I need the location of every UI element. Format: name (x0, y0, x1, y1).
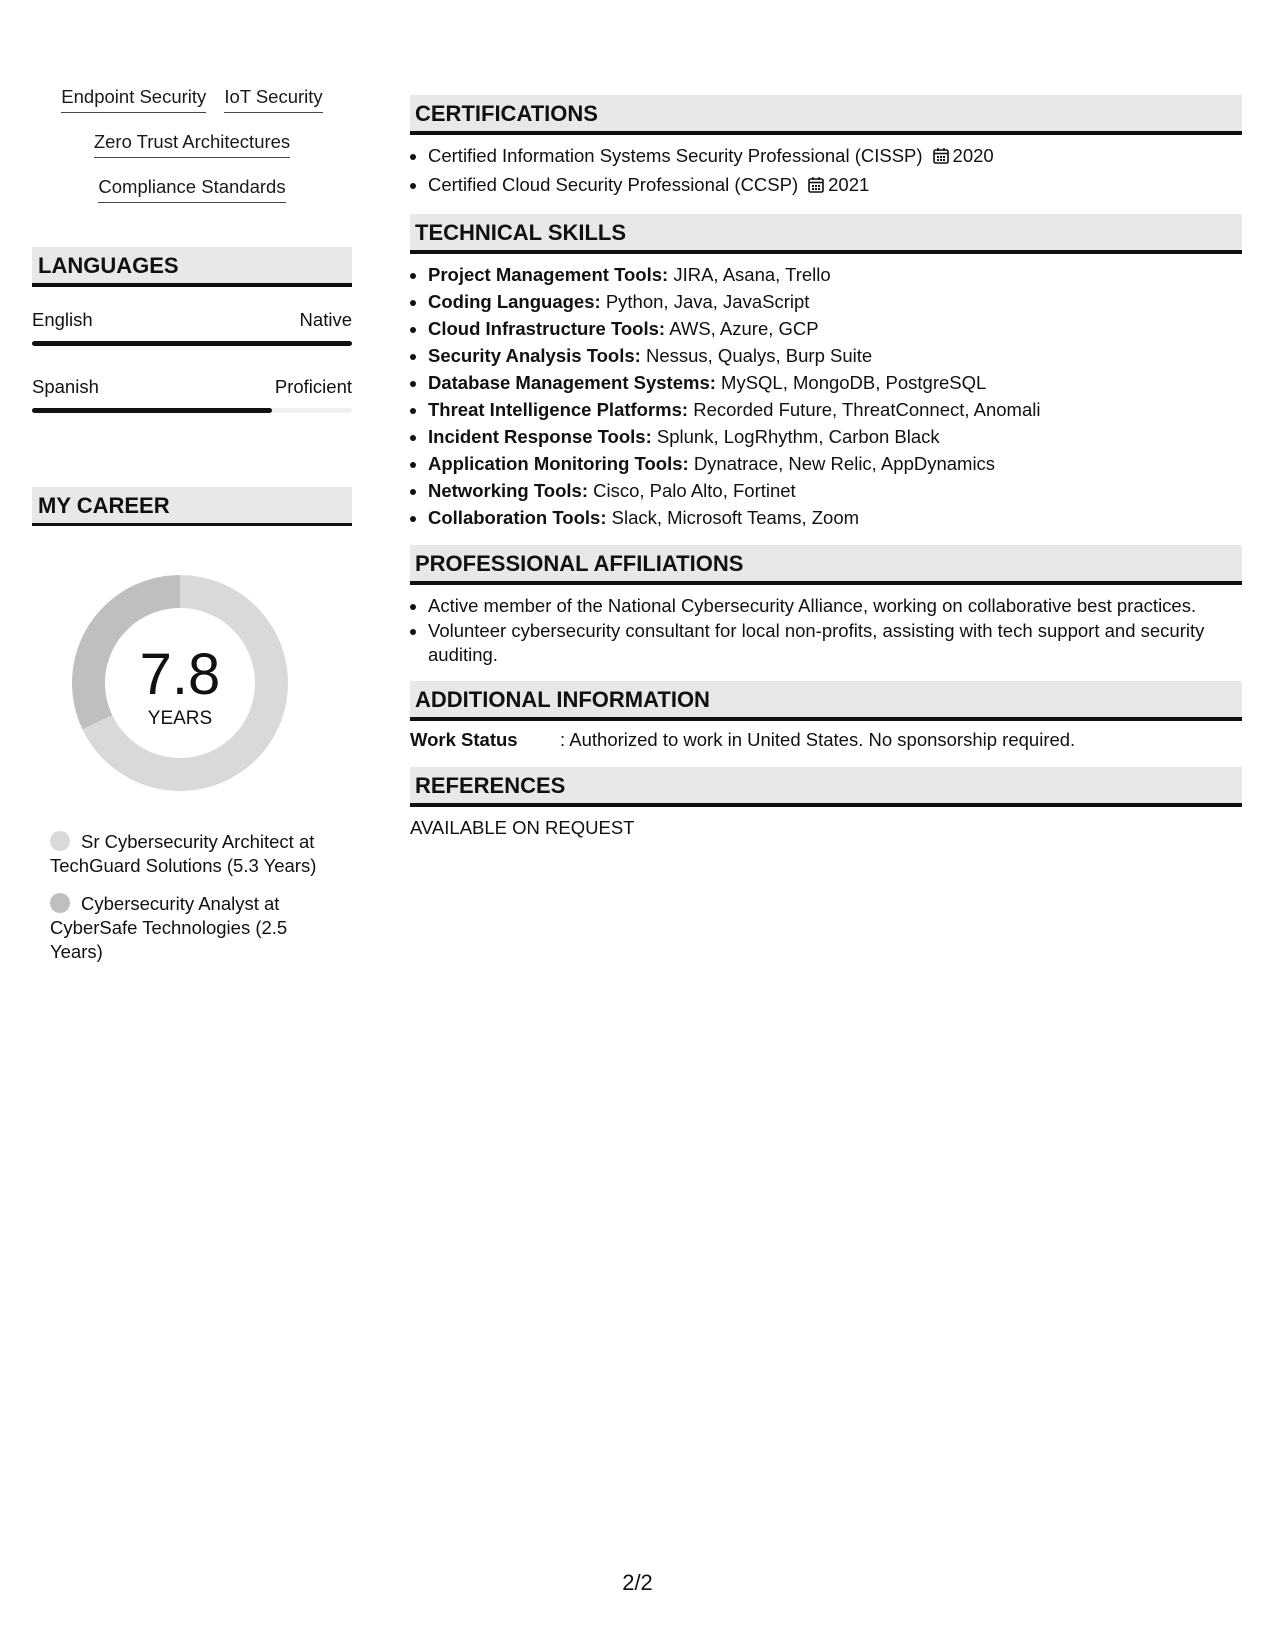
legend-dot-icon (50, 831, 70, 851)
career-heading: MY CAREER (32, 487, 352, 526)
skill-tags-row (32, 131, 352, 158)
career-legend-item (50, 830, 335, 878)
work-status-label: Work Status (410, 729, 518, 750)
legend-dot-icon (50, 893, 70, 913)
skill-category: Networking Tools: (428, 480, 588, 501)
skill-values: MySQL, MongoDB, PostgreSQL (721, 372, 987, 393)
certifications-heading: CERTIFICATIONS (410, 95, 1242, 135)
language-item (32, 376, 352, 413)
skill-values: Nessus, Qualys, Burp Suite (645, 345, 873, 366)
career-legend-label: Cybersecurity Analyst at CyberSafe Technologies (2.5 Years) (50, 893, 288, 962)
career-total-unit: YEARS (147, 708, 213, 729)
left-column (32, 86, 352, 978)
certification-year: 2021 (828, 174, 870, 195)
language-level: Proficient (274, 376, 352, 397)
skill-category: Security Analysis Tools: (428, 345, 641, 366)
skill-values: JIRA, Asana, Trello (673, 264, 831, 285)
list-item (428, 450, 1242, 477)
references-text: AVAILABLE ON REQUEST (410, 817, 635, 838)
career-donut-chart (65, 568, 295, 798)
list-item (428, 142, 1242, 171)
list-item (428, 504, 1242, 531)
references-heading: REFERENCES (410, 767, 1242, 807)
language-level: Native (299, 309, 352, 330)
career-total-value: 7.8 (139, 642, 221, 707)
skill-category: Incident Response Tools: (428, 426, 652, 447)
technical-skills-heading: TECHNICAL SKILLS (410, 214, 1242, 254)
skill-tags-row (32, 176, 352, 203)
skill-category: Cloud Infrastructure Tools: (428, 318, 666, 339)
calendar-icon (808, 173, 824, 200)
skill-values: Dynatrace, New Relic, AppDynamics (693, 453, 996, 474)
skill-tag: Zero Trust Architectures (94, 131, 290, 158)
certifications-list (410, 142, 1242, 200)
skill-category: Project Management Tools: (428, 264, 669, 285)
skill-tag: Compliance Standards (98, 176, 285, 203)
certification-name: Certified Information Systems Security Professional (CISSP) (428, 145, 923, 166)
list-item (428, 396, 1242, 423)
list-item (428, 342, 1242, 369)
language-name: Spanish (32, 376, 99, 397)
skill-category: Application Monitoring Tools: (428, 453, 689, 474)
affiliations-list (410, 592, 1242, 667)
right-column (410, 95, 1242, 839)
skill-category: Threat Intelligence Platforms: (428, 399, 689, 420)
language-proficiency-fill (32, 341, 352, 346)
work-status-value: : Authorized to work in United States. No sponsorship required. (560, 729, 1076, 750)
skill-category: Collaboration Tools: (428, 507, 607, 528)
list-item (428, 369, 1242, 396)
list-item: • Active member of the National Cybersecurity Alliance, working on collaborative best practices. (428, 592, 1242, 619)
languages-heading: LANGUAGES (32, 247, 352, 287)
skill-values: Python, Java, JavaScript (605, 291, 810, 312)
work-status-row (410, 729, 1242, 751)
career-legend-item (50, 892, 335, 964)
skill-values: Splunk, LogRhythm, Carbon Black (656, 426, 940, 447)
language-item (32, 309, 352, 346)
language-proficiency-bar (32, 341, 352, 346)
skill-category: Coding Languages: (428, 291, 601, 312)
skill-tags-row (32, 86, 352, 113)
language-proficiency-bar (32, 408, 352, 413)
list-item (428, 315, 1242, 342)
language-name: English (32, 309, 93, 330)
calendar-icon (933, 144, 949, 171)
skill-values: Cisco, Palo Alto, Fortinet (593, 480, 796, 501)
language-proficiency-fill (32, 408, 272, 413)
skill-values: AWS, Azure, GCP (669, 318, 819, 339)
list-item (428, 171, 1242, 200)
career-legend-label: Sr Cybersecurity Architect at TechGuard Solutions (5.3 Years) (50, 831, 317, 876)
skill-tag: Endpoint Security (61, 86, 206, 113)
skill-category: Database Management Systems: (428, 372, 716, 393)
list-item (428, 288, 1242, 315)
list-item (428, 477, 1242, 504)
list-item (428, 423, 1242, 450)
skill-values: Recorded Future, ThreatConnect, Anomali (693, 399, 1041, 420)
certification-name: Certified Cloud Security Professional (CCSP) (428, 174, 799, 195)
affiliations-heading: PROFESSIONAL AFFILIATIONS (410, 545, 1242, 585)
skill-values: Slack, Microsoft Teams, Zoom (611, 507, 860, 528)
list-item (428, 261, 1242, 288)
list-item: • Volunteer cybersecurity consultant for local non-profits, assisting with tech support and security auditing. (428, 619, 1242, 667)
career-legend (32, 830, 352, 964)
technical-skills-list (410, 261, 1242, 531)
additional-info-heading: ADDITIONAL INFORMATION (410, 681, 1242, 721)
skill-tag: IoT Security (224, 86, 322, 113)
certification-year: 2020 (952, 145, 994, 166)
page-number: 2/2 (622, 1570, 653, 1595)
